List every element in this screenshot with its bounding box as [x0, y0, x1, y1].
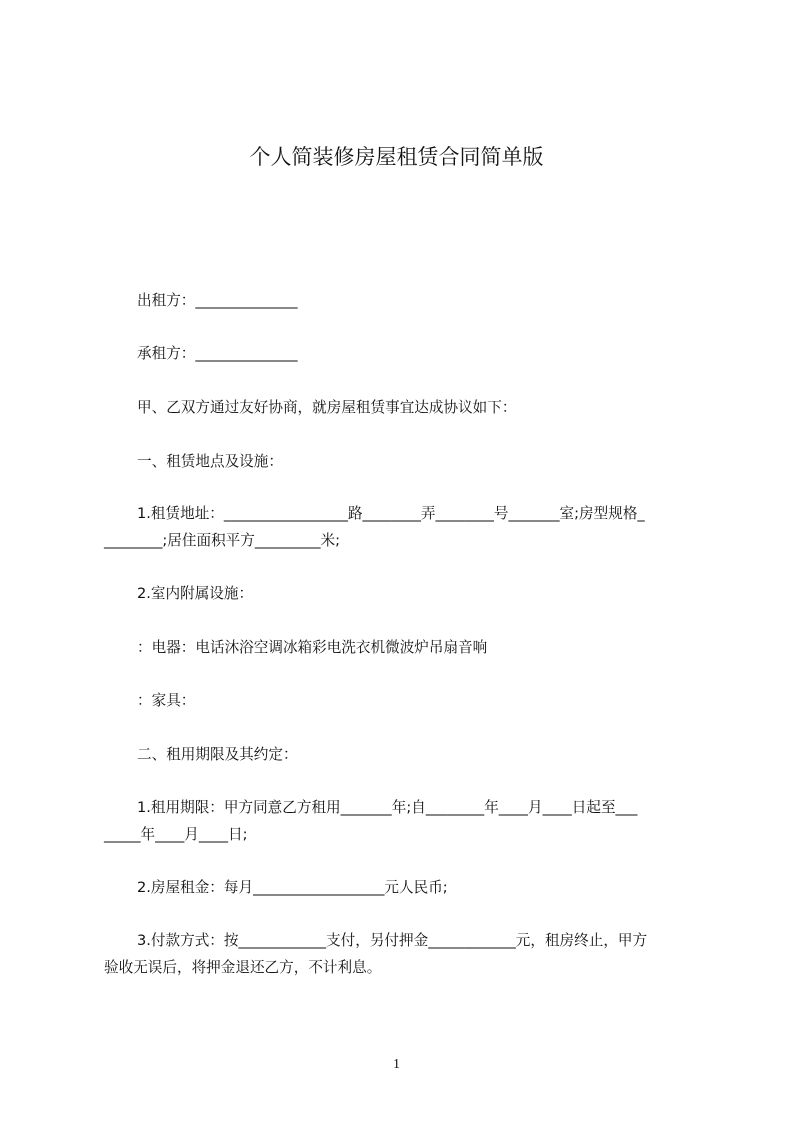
attached-facilities-item: 2.室内附属设施： — [137, 585, 254, 602]
lease-term-line-1: 1.租用期限：甲方同意乙方租用_______年;自________年____月____日起至___ — [137, 799, 638, 816]
lease-term-line-2: _____年____月____日; — [104, 826, 248, 843]
lease-address-line-1: 1.租赁地址：_________________路________弄________号_______室;房型规格_ — [137, 505, 645, 522]
document-title: 个人简装修房屋租赁合同简单版 — [249, 145, 544, 169]
payment-method-line-1: 3.付款方式：按____________支付，另付押金____________元，租房终止，甲方 — [137, 932, 648, 949]
monthly-rent-line: 2.房屋租金：每月__________________元人民币; — [137, 879, 448, 896]
preamble-paragraph: 甲、乙双方通过友好协商，就房屋租赁事宜达成协议如下： — [137, 399, 517, 416]
payment-method-line-2: 验收无误后，将押金退还乙方，不计利息。 — [104, 959, 382, 976]
furniture-line: ：家具： — [137, 692, 196, 709]
lessor-line: 出租方：______________ — [137, 292, 298, 309]
section-2-heading: 二、租用期限及其约定： — [137, 746, 298, 763]
lessee-line: 承租方：______________ — [137, 345, 298, 362]
page-number: 1 — [393, 1057, 400, 1072]
section-1-heading: 一、租赁地点及设施： — [137, 453, 283, 470]
appliances-line: ：电器：电话沐浴空调冰箱彩电洗衣机微波炉吊扇音响 — [137, 639, 488, 656]
lease-address-line-2: ________;居住面积平方_________米; — [104, 532, 341, 549]
